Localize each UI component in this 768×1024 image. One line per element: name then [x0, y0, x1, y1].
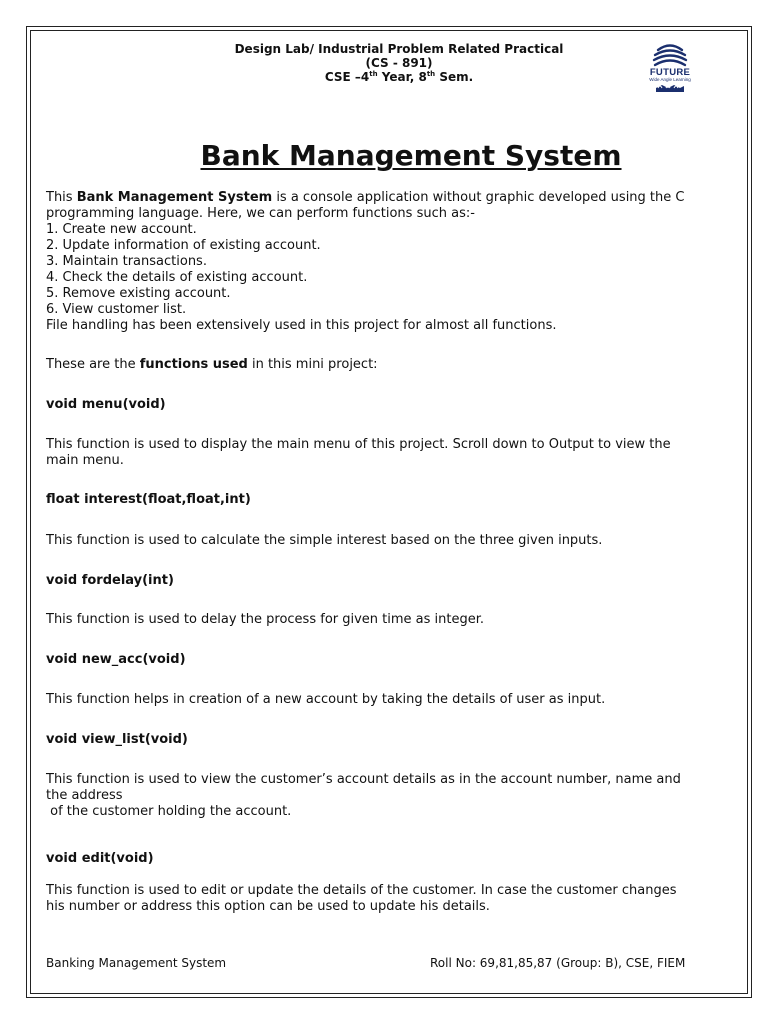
- feature-list-item: 4. Check the details of existing account.: [46, 270, 308, 285]
- function-signature: void new_acc(void): [46, 652, 186, 667]
- header-course-line: Design Lab/ Industrial Problem Related Practical: [234, 42, 564, 56]
- document-header: [196, 42, 602, 84]
- intro-post: is a console application without graphic developed using the C: [272, 190, 685, 205]
- functions-intro-bold: functions used: [139, 357, 248, 372]
- logo-wordmark: FUTURE: [649, 67, 691, 78]
- function-description: of the customer holding the account.: [46, 804, 292, 819]
- feature-list-item: 6. View customer list.: [46, 302, 187, 317]
- feature-list-item: 1. Create new account.: [46, 222, 197, 237]
- footer-roll-numbers: Roll No: 69,81,85,87 (Group: B), CSE, FIEM: [430, 956, 686, 970]
- feature-list-item: 2. Update information of existing account.: [46, 238, 321, 253]
- function-description: This function helps in creation of a new account by taking the details of user as input.: [46, 692, 606, 707]
- intro-line-1: [46, 190, 684, 206]
- page-title: Bank Management System: [200, 139, 622, 172]
- future-institute-logo-icon: [638, 38, 702, 98]
- function-signature: float interest(float,float,int): [46, 492, 251, 507]
- function-description: This function is used to edit or update the details of the customer. In case the customer changes: [46, 883, 677, 898]
- function-description: the address: [46, 788, 123, 803]
- function-description: This function is used to calculate the simple interest based on the three given inputs.: [46, 533, 603, 548]
- header-sem-text: Year, 8: [377, 70, 427, 84]
- function-signature: void menu(void): [46, 397, 166, 412]
- footer-title: Banking Management System: [46, 956, 227, 970]
- header-year-sem: [196, 70, 602, 84]
- logo-tagline: Wide Angle Learning: [649, 77, 691, 82]
- header-sem-sup: th: [426, 70, 436, 78]
- feature-list-item: 3. Maintain transactions.: [46, 254, 207, 269]
- function-description: This function is used to delay the process for given time as integer.: [46, 612, 485, 627]
- function-signature: void edit(void): [46, 851, 154, 866]
- header-course-code: (CS - 891): [365, 56, 433, 70]
- functions-intro-post: in this mini project:: [247, 357, 378, 372]
- functions-intro: [46, 357, 378, 373]
- function-description: This function is used to view the customer’s account details as in the account number, name and: [46, 772, 681, 787]
- function-description: his number or address this option can be used to update his details.: [46, 899, 490, 914]
- header-year-text: CSE –4: [324, 70, 370, 84]
- header-sem-suffix: Sem.: [435, 70, 474, 84]
- function-signature: void fordelay(int): [46, 573, 174, 588]
- intro-closing: File handling has been extensively used in this project for almost all functions.: [46, 318, 557, 333]
- page-border-inner: [30, 30, 748, 994]
- function-signature: void view_list(void): [46, 732, 188, 747]
- intro-bold-term: Bank Management System: [76, 190, 273, 205]
- function-description: This function is used to display the main menu of this project. Scroll down to Output to view the: [46, 437, 671, 452]
- header-year-sup: th: [369, 70, 378, 78]
- feature-list-item: 5. Remove existing account.: [46, 286, 231, 301]
- intro-pre: This: [46, 190, 77, 205]
- function-description: main menu.: [46, 453, 124, 468]
- intro-line-2: programming language. Here, we can perform functions such as:-: [46, 206, 475, 221]
- functions-intro-pre: These are the: [46, 357, 140, 372]
